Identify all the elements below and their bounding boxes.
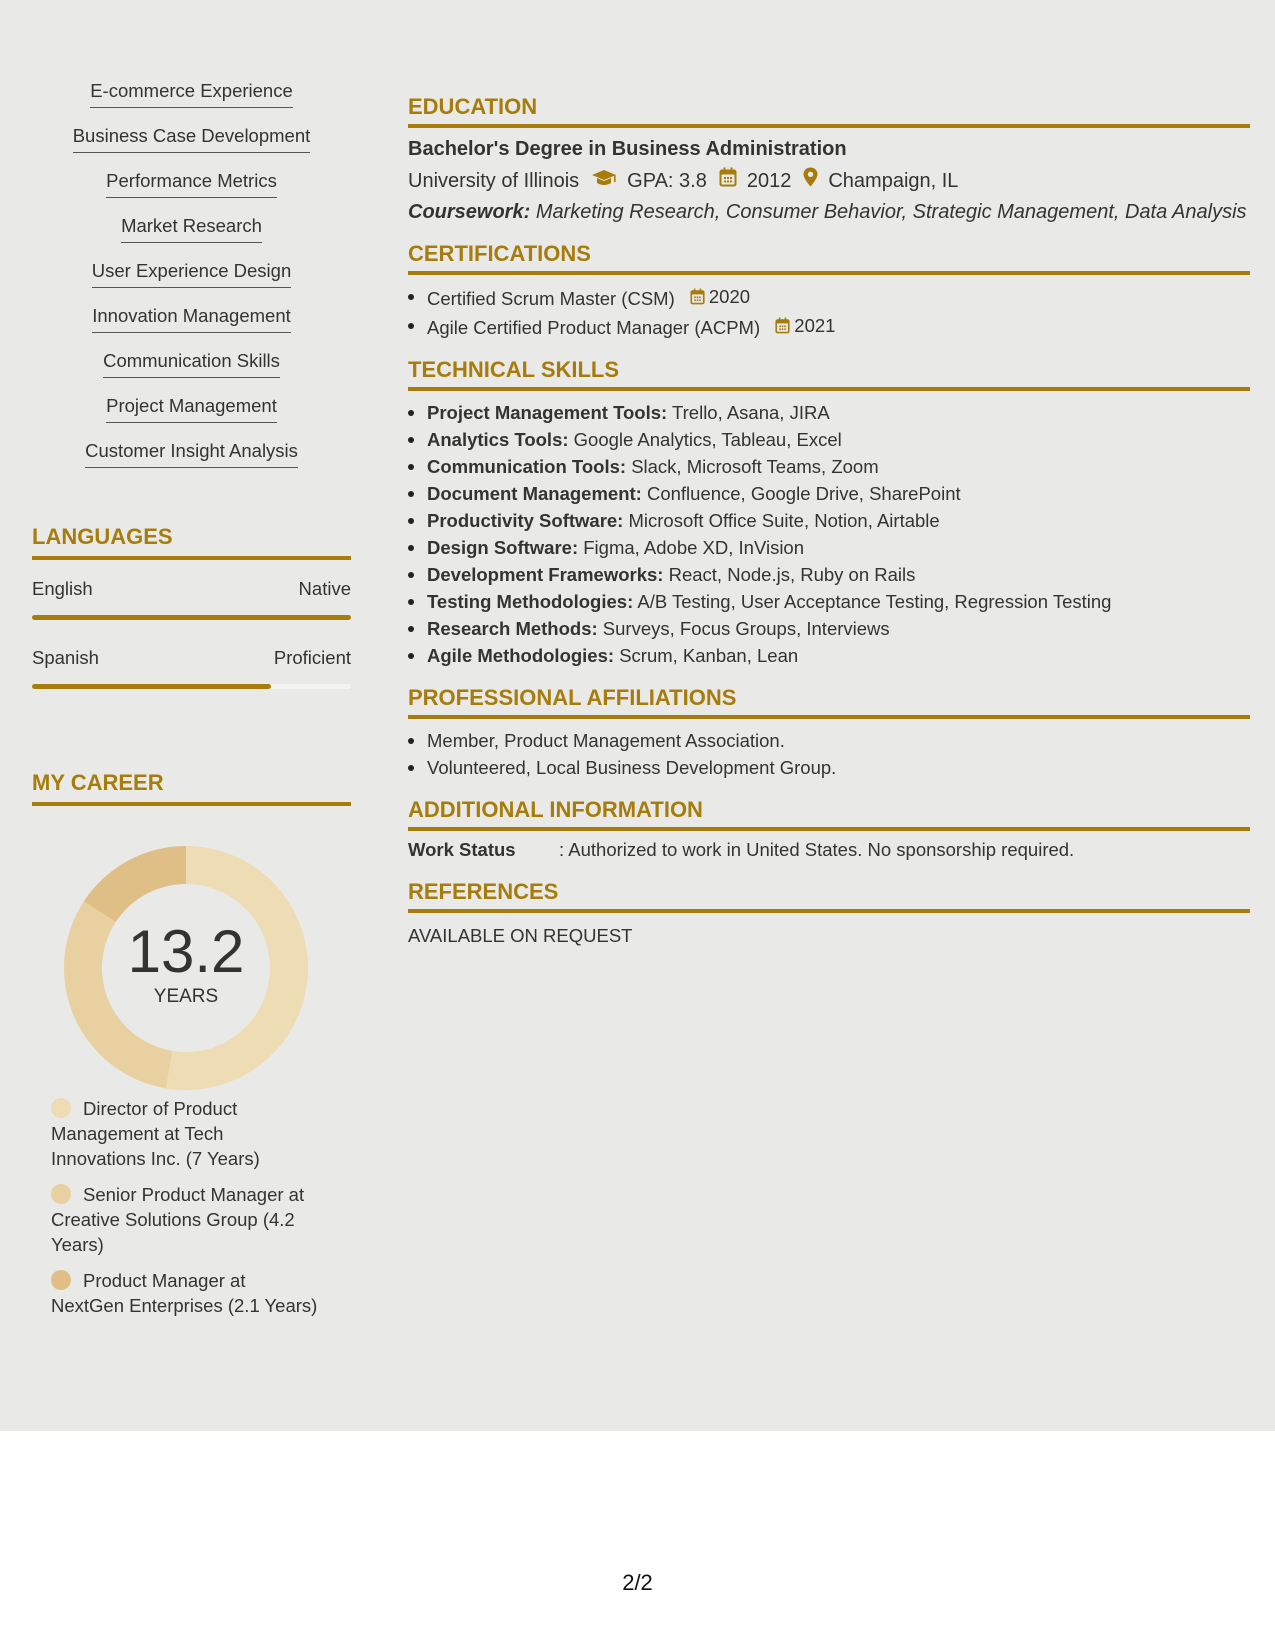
skill-item	[32, 440, 351, 485]
language-name: English	[32, 578, 93, 599]
skill-label: User Experience Design	[92, 260, 291, 288]
skill-category: Communication Tools:	[427, 456, 627, 477]
skill-values: Slack, Microsoft Teams, Zoom	[631, 456, 879, 477]
language-bar	[32, 684, 351, 689]
technical-skill-item	[408, 507, 1250, 534]
legend-label: Senior Product Manager at Creative Solutions Group (4.2 Years)	[51, 1184, 305, 1255]
certification-year: 2021	[794, 315, 836, 336]
legend-dot-icon	[51, 1098, 71, 1118]
certification-date	[775, 312, 835, 339]
language-name: Spanish	[32, 647, 99, 668]
work-status-value: : Authorized to work in United States. No sponsorship required.	[559, 839, 1075, 860]
skill-category: Agile Methodologies:	[427, 645, 615, 666]
certification-name: Agile Certified Product Manager (ACPM)	[427, 317, 761, 338]
legend-dot-icon	[51, 1270, 71, 1290]
skill-values: React, Node.js, Ruby on Rails	[668, 564, 916, 585]
technical-skill-item	[408, 588, 1250, 615]
technical-skills-list	[408, 399, 1250, 669]
affiliations-heading: PROFESSIONAL AFFILIATIONS	[408, 685, 1250, 719]
technical-skill-item	[408, 534, 1250, 561]
skill-values: Confluence, Google Drive, SharePoint	[646, 483, 961, 504]
education-heading: EDUCATION	[408, 94, 1250, 128]
legend-dot-icon	[51, 1184, 71, 1204]
language-bar-fill	[32, 684, 271, 689]
skill-category: Development Frameworks:	[427, 564, 664, 585]
technical-skill-item	[408, 615, 1250, 642]
career-donut-segment	[84, 846, 186, 922]
education-degree: Bachelor's Degree in Business Administration	[408, 138, 847, 160]
languages-list	[32, 560, 351, 698]
technical-skill-item	[408, 426, 1250, 453]
technical-skill-item	[408, 480, 1250, 507]
skill-values: Microsoft Office Suite, Notion, Airtable	[628, 510, 940, 531]
skill-item	[32, 170, 351, 215]
language-level: Native	[298, 578, 351, 599]
graduation-cap-icon	[591, 168, 617, 194]
skill-category: Project Management Tools:	[427, 402, 668, 423]
skill-label: Communication Skills	[103, 350, 280, 378]
coursework-value: Marketing Research, Consumer Behavior, Strategic Management, Data Analysis	[535, 201, 1247, 223]
career-legend-item	[32, 1096, 322, 1171]
certification-date	[690, 283, 750, 310]
references-text: AVAILABLE ON REQUEST	[408, 925, 633, 946]
skill-item	[32, 80, 351, 125]
additional-info-heading: ADDITIONAL INFORMATION	[408, 797, 1250, 831]
certifications-list	[408, 283, 1250, 341]
career-total: 13.2	[127, 918, 245, 985]
work-status-label: Work Status	[408, 839, 516, 860]
language-level: Proficient	[273, 647, 351, 668]
education-year: 2012	[746, 169, 792, 192]
languages-heading: LANGUAGES	[32, 524, 351, 560]
certifications-heading: CERTIFICATIONS	[408, 241, 1250, 275]
technical-skill-item	[408, 561, 1250, 588]
skill-label: Project Management	[106, 395, 277, 423]
skill-category: Research Methods:	[427, 618, 598, 639]
skill-label: Market Research	[121, 215, 262, 243]
coursework-label: Coursework:	[408, 201, 531, 223]
skill-item	[32, 125, 351, 170]
education-location: Champaign, IL	[828, 169, 959, 192]
skill-label: Business Case Development	[73, 125, 311, 153]
legend-label: Director of Product Management at Tech Innovations Inc. (7 Years)	[51, 1098, 260, 1169]
education-meta	[408, 167, 1250, 194]
skills-list	[32, 80, 351, 485]
affiliation-item: Volunteered, Local Business Development Group.	[408, 754, 1250, 781]
left-column	[32, 80, 351, 1329]
education-coursework	[408, 199, 1250, 225]
skill-label: Innovation Management	[92, 305, 291, 333]
skill-values: Figma, Adobe XD, InVision	[583, 537, 805, 558]
language-row	[32, 629, 351, 698]
skill-category: Analytics Tools:	[427, 429, 569, 450]
skill-label: E-commerce Experience	[90, 80, 293, 108]
certification-year: 2020	[708, 286, 751, 307]
affiliation-item: Member, Product Management Association.	[408, 727, 1250, 754]
skill-item	[32, 260, 351, 305]
technical-skill-item	[408, 453, 1250, 480]
skill-values: Google Analytics, Tableau, Excel	[573, 429, 842, 450]
work-status-row	[408, 837, 1250, 863]
map-pin-icon	[803, 167, 818, 194]
skill-category: Design Software:	[427, 537, 579, 558]
technical-skill-item	[408, 642, 1250, 669]
career-donut	[32, 806, 351, 1096]
career-legend	[32, 1096, 351, 1318]
career-heading: MY CAREER	[32, 770, 351, 806]
right-column	[408, 94, 1250, 949]
certification-item	[408, 283, 1250, 312]
calendar-icon	[690, 288, 705, 305]
page-number: 2/2	[622, 1570, 653, 1595]
skill-values: Scrum, Kanban, Lean	[619, 645, 799, 666]
education-gpa: GPA: 3.8	[627, 169, 707, 192]
career-legend-item	[32, 1182, 322, 1257]
skill-values: Surveys, Focus Groups, Interviews	[602, 618, 890, 639]
skill-label: Customer Insight Analysis	[85, 440, 298, 468]
skill-item	[32, 215, 351, 260]
career-legend-item	[32, 1268, 322, 1318]
language-bar-fill	[32, 615, 351, 620]
education-school: University of Illinois	[408, 169, 580, 192]
technical-skill-item	[408, 399, 1250, 426]
certification-name: Certified Scrum Master (CSM)	[427, 288, 675, 309]
legend-label: Product Manager at NextGen Enterprises (2.1 Years)	[51, 1270, 318, 1316]
skill-item	[32, 350, 351, 395]
affiliations-list	[408, 727, 1250, 781]
language-row	[32, 560, 351, 629]
technical-skills-heading: TECHNICAL SKILLS	[408, 357, 1250, 391]
skill-values: A/B Testing, User Acceptance Testing, Regression Testing	[637, 591, 1112, 612]
skill-category: Productivity Software:	[427, 510, 624, 531]
skill-item	[32, 395, 351, 440]
skill-label: Performance Metrics	[106, 170, 277, 198]
skill-item	[32, 305, 351, 350]
skill-values: Trello, Asana, JIRA	[672, 402, 830, 423]
skill-category: Testing Methodologies:	[427, 591, 634, 612]
career-unit: YEARS	[153, 986, 219, 1007]
calendar-icon	[719, 167, 737, 194]
calendar-icon	[775, 317, 790, 334]
certification-item	[408, 312, 1250, 341]
skill-category: Document Management:	[427, 483, 642, 504]
references-heading: REFERENCES	[408, 879, 1250, 913]
language-bar	[32, 615, 351, 620]
